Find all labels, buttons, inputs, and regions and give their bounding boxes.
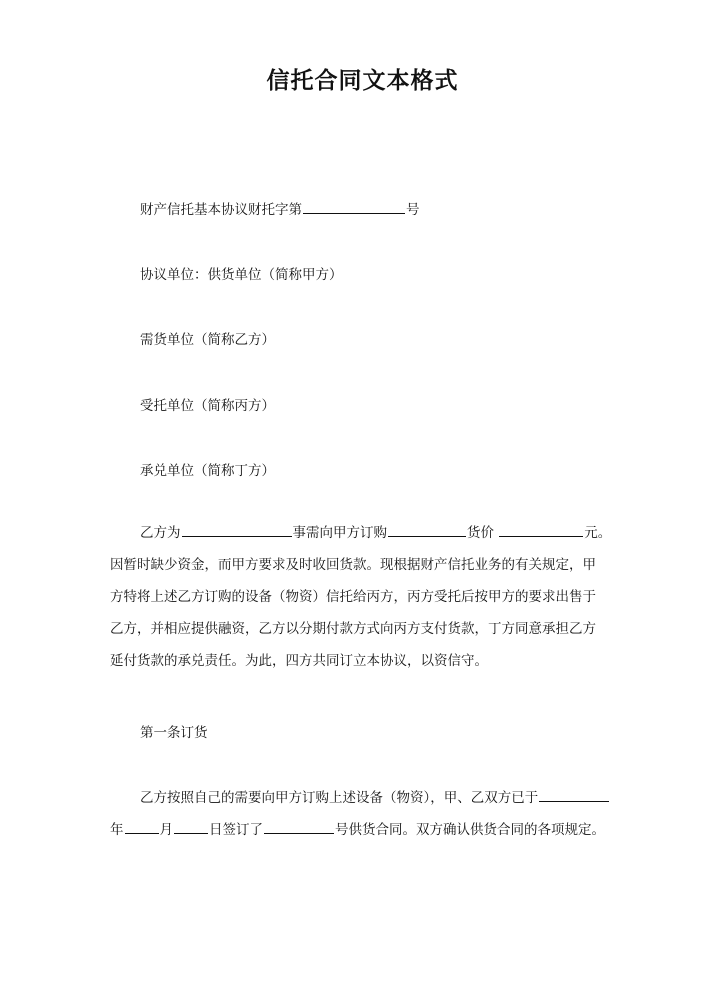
month-blank[interactable] (125, 819, 159, 834)
contract-number-blank[interactable] (264, 819, 334, 834)
article-1-row-1 (110, 782, 640, 814)
agreement-number-suffix: 号 (406, 202, 420, 218)
intro-row-4: 乙方，并相应提供融资，乙方以分期付款方式向丙方支付货款，丁方同意承担乙方 (110, 621, 596, 637)
intro-text-d: 元。 (584, 525, 612, 541)
agreement-number-line (140, 198, 420, 218)
article-1-heading: 第一条订货 (140, 725, 208, 741)
agreement-number-prefix: 财产信托基本协议财托字第 (140, 202, 302, 218)
contract-confirm-text: 号供货合同。双方确认供货合同的各项规定。 (335, 822, 605, 838)
day-blank[interactable] (174, 819, 208, 834)
intro-row-3: 方特将上述乙方订购的设备（物资）信托给丙方，丙方受托后按甲方的要求出售于 (110, 589, 596, 605)
party-supplier: 协议单位：供货单位（简称甲方） (140, 267, 343, 283)
month-label: 月 (159, 822, 173, 838)
intro-row-5: 延付货款的承兑责任。为此，四方共同订立本协议，以资信守。 (110, 653, 488, 669)
article-1-row-2 (110, 814, 640, 846)
intro-paragraph (110, 517, 640, 677)
agreement-number-blank[interactable] (303, 199, 405, 214)
article-1-paragraph (110, 782, 640, 846)
party-buyer: 需货单位（简称乙方） (140, 332, 275, 348)
document-title: 信托合同文本格式 (266, 68, 459, 94)
intro-text-b: 事需向甲方订购 (292, 525, 387, 541)
intro-text-a: 乙方为 (140, 525, 181, 541)
party-trustee: 受托单位（简称丙方） (140, 398, 275, 414)
intro-row-2: 因暂时缺少资金，而甲方要求及时收回货款。现根据财产信托业务的有关规定，甲 (110, 557, 596, 573)
year-label: 年 (110, 822, 124, 838)
intro-row-1 (110, 517, 640, 549)
intro-text-c: 货价 (467, 525, 494, 541)
party-guarantor: 承兑单位（简称丁方） (140, 463, 275, 479)
article-1-text: 乙方按照自己的需要向甲方订购上述设备（物资），甲、乙双方已于 (140, 790, 539, 806)
signed-date-blank[interactable] (539, 787, 609, 802)
signed-label: 日签订了 (209, 822, 263, 838)
goods-blank[interactable] (388, 522, 466, 537)
price-blank[interactable] (499, 522, 583, 537)
buyer-purpose-blank[interactable] (182, 522, 292, 537)
